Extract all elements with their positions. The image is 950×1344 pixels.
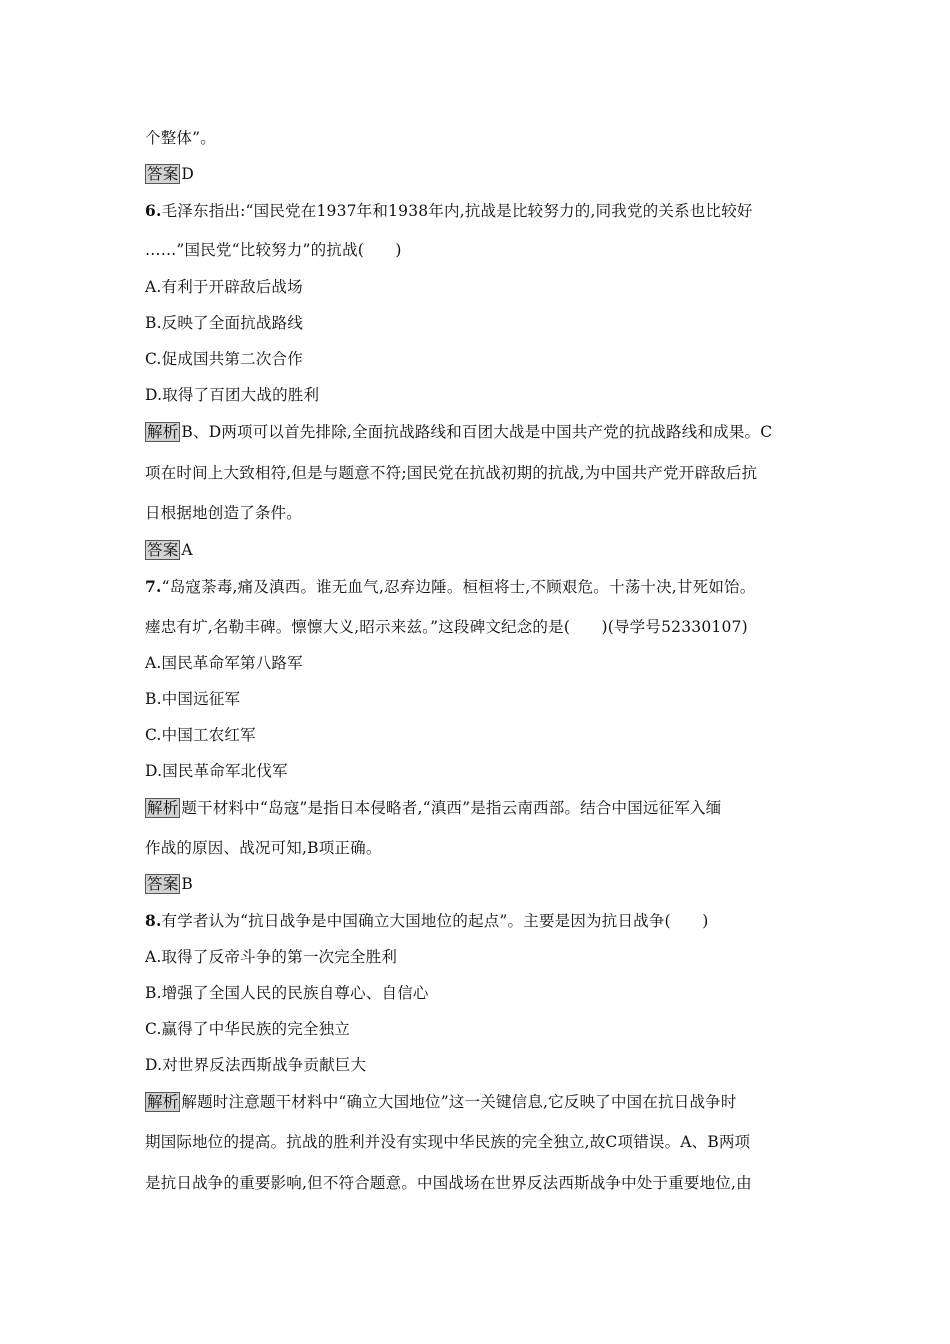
analysis-line: 解析 解题时注意题干材料中“确立大国地位”这一关键信息,它反映了中国在抗日战争时 — [147, 1093, 737, 1111]
answer-line: 答案 B — [147, 875, 193, 893]
analysis-tag: 解析 — [147, 1093, 179, 1111]
analysis-line: 解析 B、D两项可以首先排除,全面抗战路线和百团大战是中国共产党的抗战路线和成果。C — [147, 423, 773, 441]
analysis-line: 解析 题干材料中“岛寇”是指日本侵略者,“滇西”是指云南西部。结合中国远征军入缅 — [147, 799, 722, 817]
option-d: D.取得了百团大战的胜利 — [145, 386, 320, 404]
option-a: A.国民革命军第八路军 — [145, 654, 303, 672]
option-d: D.对世界反法西斯战争贡献巨大 — [145, 1056, 367, 1074]
text-line: 日根据地创造了条件。 — [145, 504, 303, 522]
text-line: ……”国民党“比较努力”的抗战( ) — [145, 241, 402, 259]
text-line: 瘗忠有圹,名勒丰碑。懔懔大义,昭示来兹。”这段碑文纪念的是( )(导学号52330107) — [145, 618, 748, 636]
question-number: 7. — [145, 577, 162, 596]
option-d: D.国民革命军北伐军 — [145, 762, 288, 780]
option-c: C.中国工农红军 — [145, 726, 256, 744]
text-line: 是抗日战争的重要影响,但不符合题意。中国战场在世界反法西斯战争中处于重要地位,由 — [145, 1174, 752, 1192]
question-8-stem: 8.有学者认为“抗日战争是中国确立大国地位的起点”。主要是因为抗日战争( ) — [145, 911, 709, 930]
text-line: 期国际地位的提高。抗战的胜利并没有实现中华民族的完全独立,故C项错误。A、B两项 — [145, 1133, 751, 1151]
text-line: 项在时间上大致相符,但是与题意不符;国民党在抗战初期的抗战,为中国共产党开辟敌后抗 — [145, 464, 758, 482]
answer-line: 答案 D — [147, 165, 195, 183]
question-number: 6. — [145, 201, 162, 220]
question-number: 8. — [145, 911, 162, 930]
text-line: 个整体”。 — [145, 129, 216, 147]
option-c: C.赢得了中华民族的完全独立 — [145, 1020, 351, 1038]
analysis-tag: 解析 — [147, 423, 179, 441]
option-c: C.促成国共第二次合作 — [145, 350, 303, 368]
answer-tag: 答案 — [147, 165, 179, 183]
option-a: A.取得了反帝斗争的第一次完全胜利 — [145, 948, 398, 966]
text-line: 作战的原因、战况可知,B项正确。 — [145, 839, 382, 857]
option-b: B.反映了全面抗战路线 — [145, 314, 304, 332]
question-7-stem: 7.“岛寇荼毒,痛及滇西。谁无血气,忍弃边陲。桓桓将士,不顾艰危。十荡十决,甘死如饴。 — [145, 577, 756, 596]
question-6-stem: 6.毛泽东指出:“国民党在1937年和1938年内,抗战是比较努力的,同我党的关系也比较好 — [145, 201, 753, 220]
answer-tag: 答案 — [147, 541, 179, 559]
answer-line: 答案 A — [147, 541, 193, 559]
option-a: A.有利于开辟敌后战场 — [145, 278, 303, 296]
option-b: B.增强了全国人民的民族自尊心、自信心 — [145, 984, 429, 1002]
answer-tag: 答案 — [147, 875, 179, 893]
analysis-tag: 解析 — [147, 799, 179, 817]
option-b: B.中国远征军 — [145, 690, 241, 708]
